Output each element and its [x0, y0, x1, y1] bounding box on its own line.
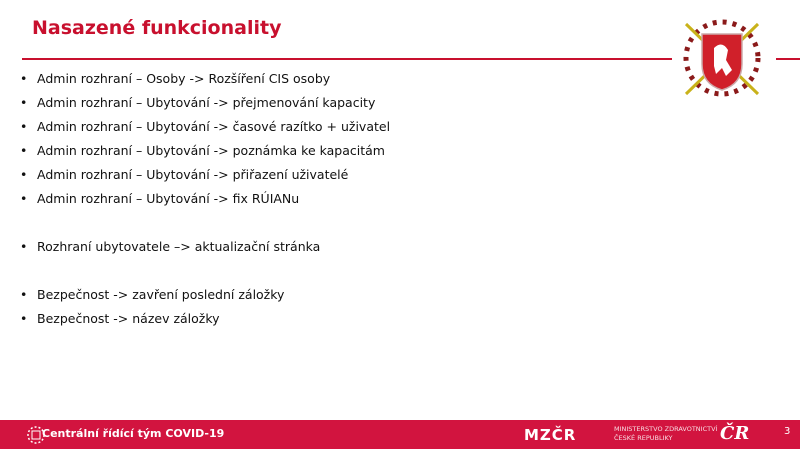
slide-title: Nasazené funkcionality: [32, 17, 282, 39]
mzcr-logo: MZČR: [524, 426, 577, 444]
list-item: • Bezpečnost -> název záložky: [20, 310, 390, 334]
ministry-line2: ČESKÉ REPUBLIKY: [614, 434, 673, 442]
bullet-list: [20, 70, 390, 334]
coat-of-arms-logo: [678, 14, 766, 102]
footer-team: Centrální řídící tým COVID-19: [42, 427, 225, 440]
list-item: • Admin rozhraní – Ubytování -> přejmenování kapacity: [20, 94, 390, 118]
list-item: • Admin rozhraní – Ubytování -> časové razítko + uživatel: [20, 118, 390, 142]
list-item: • Admin rozhraní – Ubytování -> přiřazení uživatelé: [20, 166, 390, 190]
page-number: 3: [784, 426, 791, 437]
ministry-line1: MINISTERSTVO ZDRAVOTNICTVÍ: [614, 425, 718, 433]
list-item: • Admin rozhraní – Osoby -> Rozšíření CIS osoby: [20, 70, 390, 94]
cr-logo: ČR: [720, 423, 750, 444]
title-rule: [22, 58, 672, 60]
list-item: • Bezpečnost -> zavření poslední záložky: [20, 286, 390, 310]
list-item: • Admin rozhraní – Ubytování -> poznámka ke kapacitám: [20, 142, 390, 166]
footer: [0, 420, 800, 449]
list-item: • Rozhraní ubytovatele –> aktualizační stránka: [20, 238, 390, 262]
title-rule-right: [776, 58, 800, 60]
list-item: • Admin rozhraní – Ubytování -> fix RÚIANu: [20, 190, 390, 214]
ministry-name: [614, 425, 717, 443]
